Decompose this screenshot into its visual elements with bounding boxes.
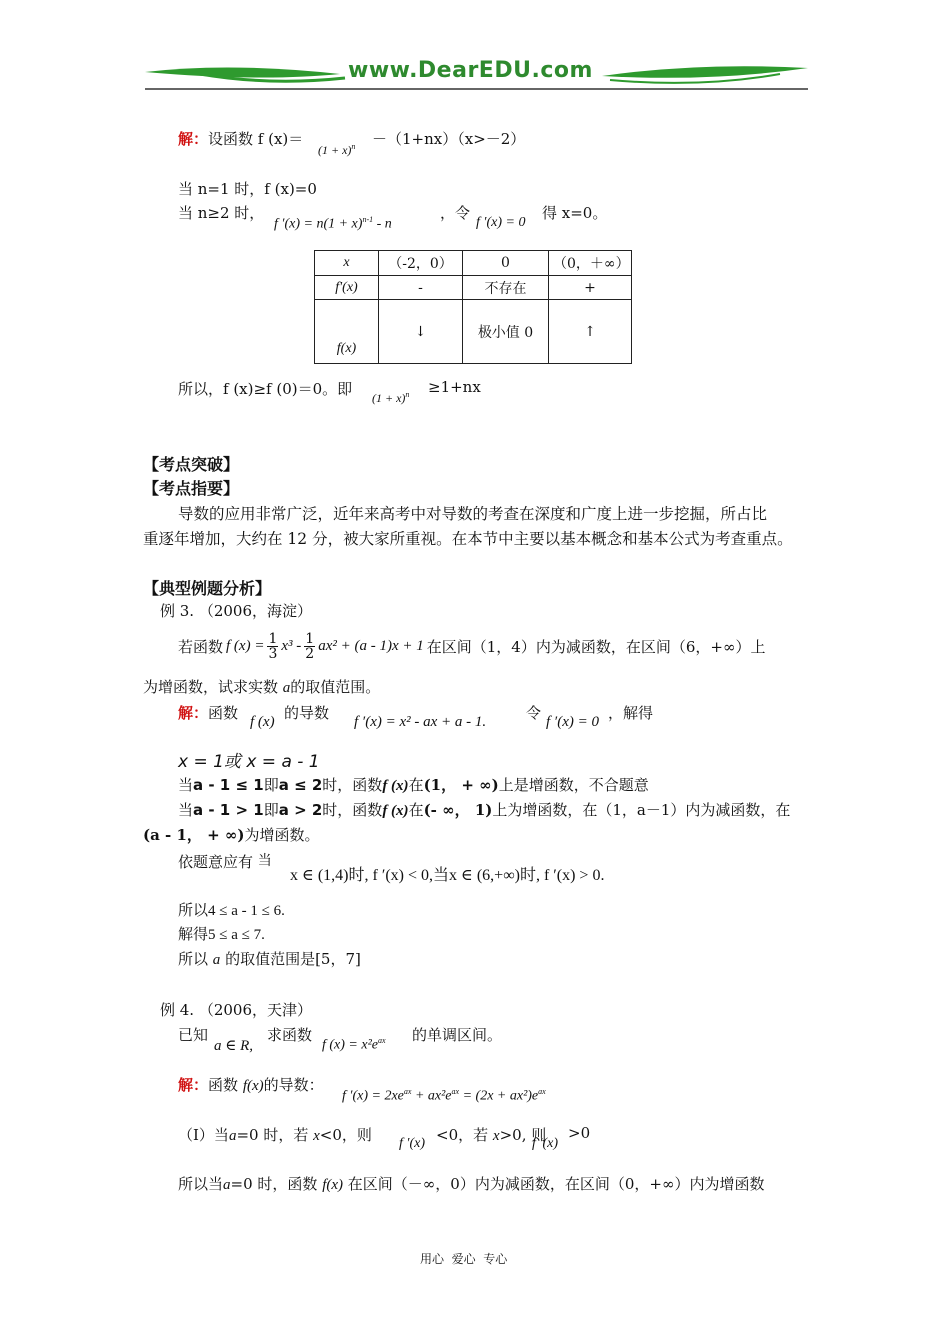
derivative-minus: - n: [376, 216, 392, 232]
math-interval: (- ∞， 1): [423, 801, 493, 819]
math-cond: a > 2: [278, 801, 323, 819]
derivative-formula: f ′(x) = x² - ax + a - 1.: [354, 714, 487, 730]
solution-label: 解：: [178, 130, 209, 148]
table-cell: x: [315, 251, 379, 276]
example3-result-2: [178, 923, 265, 944]
site-logo-text: www.DearEDU.com: [348, 58, 593, 83]
table-cell: （-2，0）: [379, 251, 463, 276]
example3-case-2: [178, 799, 790, 820]
table-cell: f'(x): [315, 276, 379, 300]
text: 求函数: [267, 1026, 313, 1044]
text: 所以当: [178, 1175, 224, 1193]
math-inequality: 4 ≤ a - 1 ≤ 6.: [208, 903, 285, 919]
fraction-one-half: [304, 632, 315, 661]
section-title: 【考点突破】: [143, 455, 240, 474]
text: 在区间（1，4）内为减函数，在区间（6，+∞）上: [426, 638, 766, 656]
roots-line: x = 1或 x = a - 1: [178, 752, 320, 772]
formula-exponent: ax: [403, 1087, 412, 1096]
example3-label: 例 3. （2006，海淀）: [160, 602, 313, 620]
derivative-formula: [342, 1087, 546, 1105]
section-subtitle: 【考点指要】: [143, 479, 240, 498]
math-fx: f (x): [382, 778, 409, 794]
numerator: 1: [305, 631, 315, 647]
condition-formula: x ∈ (1,4)时, f ′(x) < 0,当x ∈ (6,+∞)时, f ′(x) > 0.: [290, 867, 605, 884]
table-cell: 极小值 0: [463, 300, 549, 364]
derivative-base: f ′(x) = n(1 + x): [274, 216, 363, 232]
math-term: x³ -: [281, 638, 302, 654]
text: 若函数: [178, 638, 224, 656]
function-formula: [322, 1036, 386, 1054]
text: 的单调区间。: [412, 1026, 503, 1044]
text: =0 时，函数: [230, 1175, 318, 1193]
conclusion-tail: ≥1+nx: [428, 378, 481, 396]
math-fx: f (x): [382, 803, 409, 819]
power-base: (1 + x): [318, 143, 352, 157]
math-var: a: [212, 952, 221, 968]
example3-condition: [178, 850, 272, 872]
text: 当: [178, 801, 194, 819]
table-cell: f(x): [315, 300, 379, 364]
table-cell: +: [549, 276, 632, 300]
math-fx: f(x): [242, 1078, 264, 1094]
power-exponent: n: [351, 142, 356, 151]
monotonicity-table: [314, 250, 632, 364]
text: 时，函数: [322, 776, 383, 794]
proof-line-3-c: 得 x=0。: [542, 204, 608, 222]
formula-exponent: ax: [538, 1087, 546, 1096]
math-interval: (1， + ∞): [423, 776, 499, 794]
text: 在区间（－∞，0）内为减函数，在区间（0，+∞）内为增函数: [347, 1175, 765, 1193]
table-cell: 0: [463, 251, 549, 276]
example4-solution-line-1: [178, 1074, 324, 1095]
example4-conclusion: [178, 1173, 764, 1194]
text: 所以: [178, 901, 209, 919]
text: 即: [263, 776, 279, 794]
math-fx: f (x) =: [226, 638, 265, 654]
formula-part: + ax²e: [411, 1088, 452, 1104]
example3-result-3: [178, 948, 361, 969]
math-term: ax² + (a - 1)x + 1: [318, 638, 424, 654]
example4-case-1: [178, 1124, 372, 1145]
derivative-zero: f ′(x) = 0: [546, 714, 599, 730]
formula-part: f ′(x) = 2xe: [342, 1088, 404, 1104]
text: 函数: [208, 704, 239, 722]
example4-case-1-b: [436, 1124, 546, 1145]
text: 当: [257, 853, 272, 869]
math-fx: f(x): [322, 1177, 344, 1193]
math-cond: a - 1 > 1: [193, 801, 264, 819]
page-footer: 用心 爱心 专心: [420, 1252, 508, 1266]
formula-exponent: ax: [451, 1087, 460, 1096]
text: 时，函数: [322, 801, 383, 819]
example3-solution-line-1: [178, 702, 238, 723]
math-var: a: [282, 680, 291, 696]
section-paragraph-1: 导数的应用非常广泛，近年来高考中对导数的考查在深度和广度上进一步挖掘，所占比: [178, 505, 768, 523]
example3-case-2-tail: [143, 824, 320, 845]
formula-exponent: ax: [378, 1036, 386, 1045]
text: 在: [408, 801, 424, 819]
solution-label: 解：: [178, 1076, 209, 1094]
derivative-zero: f ′(x) = 0: [476, 215, 526, 230]
text: >0: [568, 1124, 591, 1142]
formula-part: = (2x + ax²)e: [459, 1088, 539, 1104]
text: 解得: [178, 925, 209, 943]
power-exponent: n: [405, 390, 410, 399]
text: 函数: [208, 1076, 239, 1094]
text: 令: [526, 704, 542, 722]
text: 上为增函数，在（1，a－1）内为减函数，在: [492, 801, 791, 819]
text: <0，若: [436, 1126, 489, 1144]
text: 在: [408, 776, 424, 794]
proof-line-2: 当 n=1 时，f (x)=0: [178, 180, 317, 198]
math-cond: a - 1 ≤ 1: [193, 776, 264, 794]
proof-line-1: [178, 128, 303, 149]
proof-line-3: 当 n≥2 时，: [178, 204, 265, 222]
text: 依题意应有: [178, 853, 254, 871]
math-var: x: [492, 1128, 500, 1144]
text: 的取值范围。: [290, 678, 381, 696]
denominator: 3: [268, 646, 278, 662]
section-paragraph-2: 重逐年增加，大约在 12 分，被大家所重视。在本节中主要以基本概念和基本公式为考查重点。: [143, 530, 793, 548]
text: 设函数 f (x)＝: [208, 130, 304, 148]
table-cell: （0，＋∞）: [549, 251, 632, 276]
example3-result-1: [178, 899, 285, 920]
text: 上是增函数，不合题意: [498, 776, 649, 794]
math-var: a: [223, 1177, 231, 1193]
text: 所以: [178, 950, 209, 968]
text: 为增函数，试求实数: [143, 678, 279, 696]
conclusion-power: [372, 390, 409, 406]
condition-a-real: a ∈ R,: [214, 1038, 254, 1054]
math-var: a: [228, 1128, 237, 1144]
proof-line-1-tail: －（1+nx）（x>－2）: [372, 130, 526, 148]
numerator: 1: [268, 631, 278, 647]
solution-label: 解：: [178, 704, 209, 722]
example4-question-a: 已知: [178, 1026, 209, 1044]
text: <0，则: [319, 1126, 372, 1144]
fraction-one-third: [267, 632, 278, 661]
example4-label: 例 4. （2006，天津）: [160, 1001, 313, 1019]
formula-base: f (x) = x²e: [322, 1037, 378, 1053]
example3-question-line-2: [143, 676, 380, 697]
table-cell: -: [379, 276, 463, 300]
text: ，解得: [608, 704, 654, 722]
text: （I）当: [178, 1126, 229, 1144]
table-cell: ↓: [379, 300, 463, 364]
derivative-term: f ′(x): [399, 1136, 425, 1151]
denominator: 2: [305, 646, 315, 662]
math-fx: f (x): [250, 714, 275, 730]
math-interval: (a - 1， + ∞): [143, 826, 245, 844]
text: 的导数: [284, 704, 330, 722]
example3-question-line-1: [178, 632, 765, 661]
proof-line-3-b: ，令: [440, 204, 471, 222]
text: =0 时，若: [236, 1126, 309, 1144]
math-var: x: [313, 1128, 320, 1144]
example3-case-1: [178, 774, 649, 795]
text: 为增函数。: [244, 826, 320, 844]
text: >0, 则: [499, 1126, 547, 1144]
math-inequality: 5 ≤ a ≤ 7.: [208, 927, 265, 943]
header-banner: [140, 58, 810, 92]
table-cell: 不存在: [463, 276, 549, 300]
derivative-exponent: n-1: [362, 215, 374, 224]
text: 的导数：: [263, 1076, 324, 1094]
text: 当: [178, 776, 194, 794]
derivative-expr: [274, 215, 392, 233]
power-base: (1 + x): [372, 391, 406, 405]
math-cond: a ≤ 2: [278, 776, 323, 794]
derivative-term: f ′(x): [532, 1136, 558, 1151]
conclusion-line: 所以，f (x)≥f (0)＝0。即: [178, 380, 353, 398]
text: 的取值范围是[5，7]: [225, 950, 361, 968]
examples-title: 【典型例题分析】: [143, 579, 272, 598]
power-expr: [318, 142, 355, 158]
table-cell: ↑: [549, 300, 632, 364]
text: 即: [263, 801, 279, 819]
